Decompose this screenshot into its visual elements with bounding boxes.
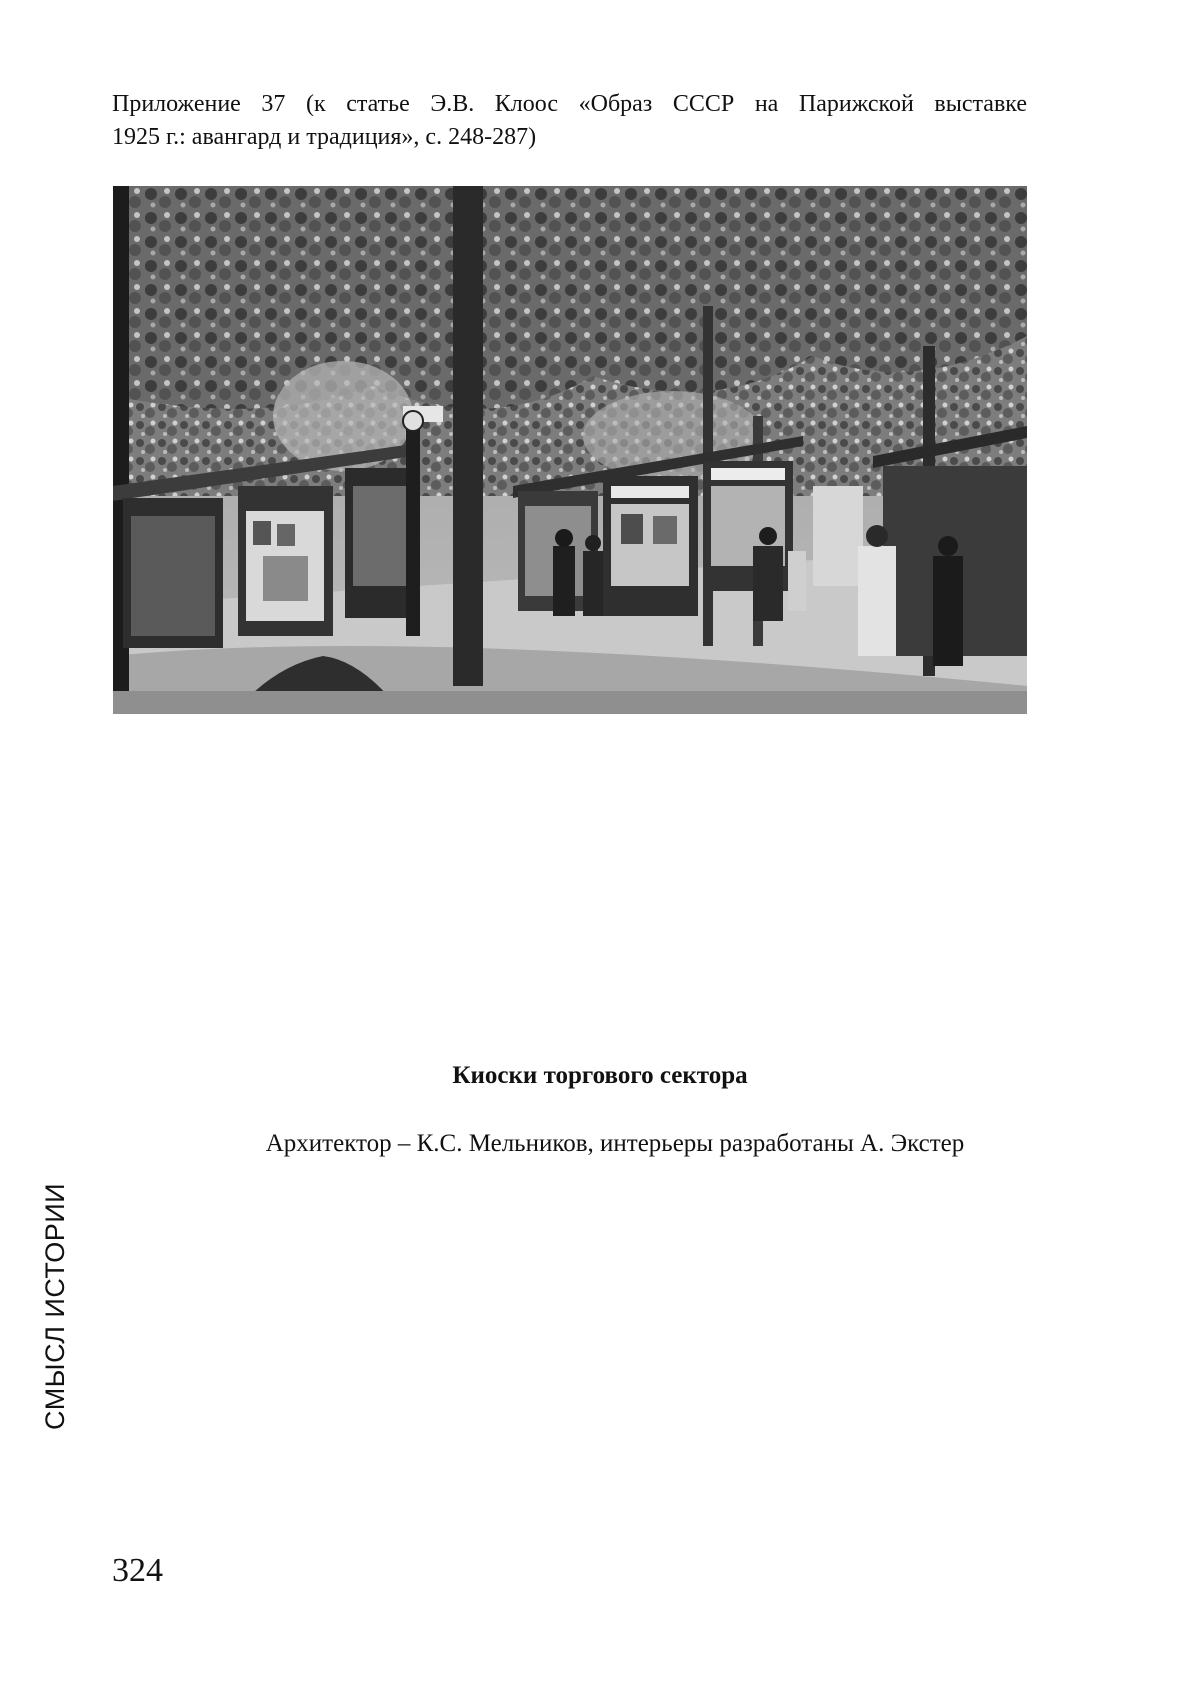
photo-image: [113, 186, 1027, 714]
page-number: 324: [112, 1552, 163, 1589]
journal-name: СМЫСЛ ИСТОРИИ: [40, 1182, 70, 1430]
header-line-2: 1925 г.: авангард и традиция», с. 248-287): [112, 124, 537, 150]
caption-text: Архитектор – К.С. Мельников, интерьеры разработаны А. Экстер: [265, 1130, 965, 1157]
header-line-1: Приложение 37 (к статье Э.В. Клоос «Образ СССР на Парижской выставке: [112, 91, 1027, 117]
kiosk-photo: [113, 186, 1027, 714]
caption-title: Киоски торгового сектора: [452, 1062, 748, 1089]
appendix-header: [112, 88, 1027, 154]
